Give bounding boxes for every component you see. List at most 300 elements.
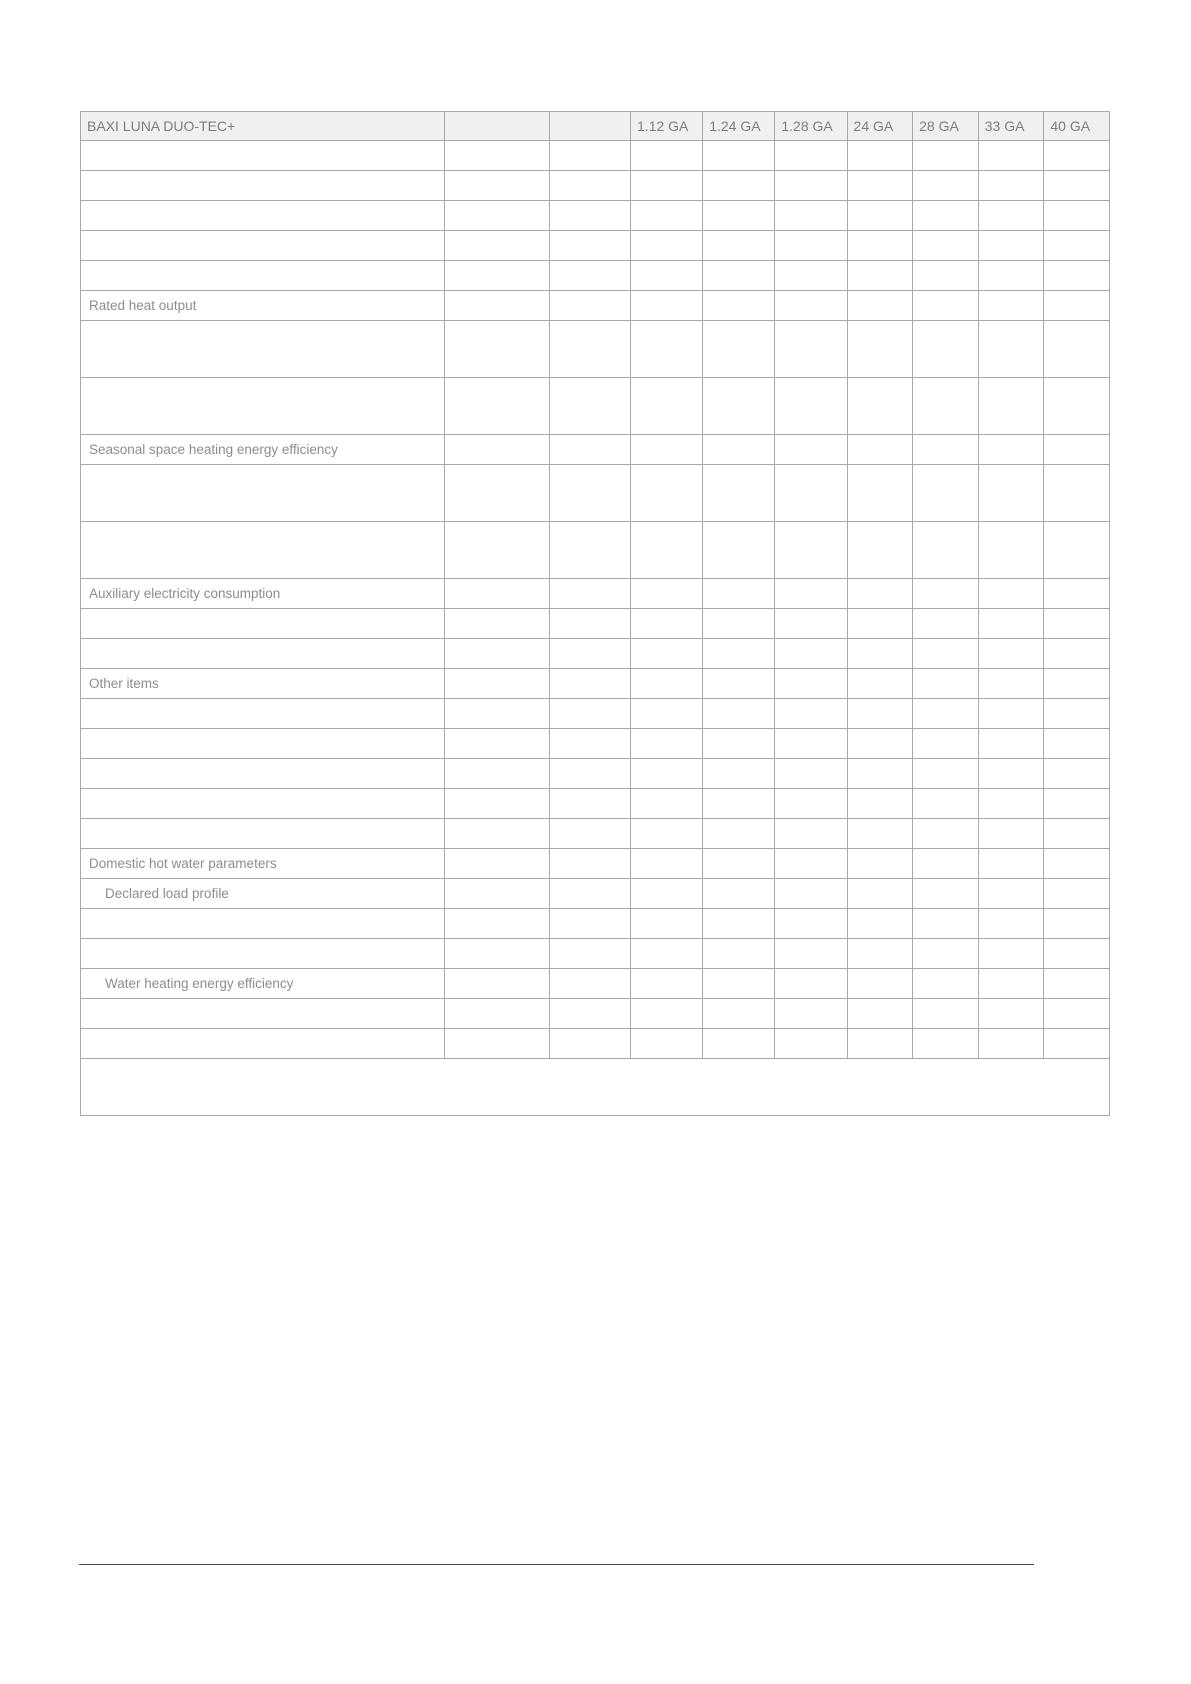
row-value-3: [775, 999, 847, 1029]
row-label: [81, 261, 445, 291]
row-value-4: [847, 759, 913, 789]
row-value-7: [1044, 435, 1110, 465]
row-value-1: [631, 879, 703, 909]
row-label: [81, 1029, 445, 1059]
row-value-6: [978, 261, 1044, 291]
row-label: [81, 522, 445, 579]
row-value-5: [913, 321, 979, 378]
row-value-3: [775, 789, 847, 819]
row-value-4: [847, 261, 913, 291]
table-title-cell: BAXI LUNA DUO-TEC+: [81, 112, 445, 141]
row-unit: [550, 759, 631, 789]
row-value-4: [847, 699, 913, 729]
row-value-5: [913, 201, 979, 231]
row-value-7: [1044, 879, 1110, 909]
row-value-1: [631, 729, 703, 759]
row-value-4: [847, 999, 913, 1029]
row-value-6: [978, 849, 1044, 879]
row-value-4: [847, 669, 913, 699]
row-value-3: [775, 141, 847, 171]
row-value-7: [1044, 909, 1110, 939]
row-label: Other items: [81, 669, 445, 699]
row-value-1: [631, 699, 703, 729]
row-symbol: [445, 231, 550, 261]
row-symbol: [445, 999, 550, 1029]
row-value-1: [631, 321, 703, 378]
row-value-7: [1044, 639, 1110, 669]
row-value-1: [631, 522, 703, 579]
row-value-3: [775, 378, 847, 435]
row-value-2: [703, 639, 775, 669]
row-value-5: [913, 579, 979, 609]
table-row: [81, 909, 1110, 939]
row-value-7: [1044, 609, 1110, 639]
row-value-7: [1044, 201, 1110, 231]
row-unit: [550, 231, 631, 261]
row-value-6: [978, 435, 1044, 465]
model-header-1: 1.12 GA: [631, 112, 703, 141]
row-label: [81, 729, 445, 759]
row-value-7: [1044, 849, 1110, 879]
row-unit: [550, 819, 631, 849]
model-header-4: 24 GA: [847, 112, 913, 141]
row-unit: [550, 729, 631, 759]
row-symbol: [445, 729, 550, 759]
row-value-7: [1044, 789, 1110, 819]
row-value-2: [703, 819, 775, 849]
row-value-1: [631, 1029, 703, 1059]
row-value-3: [775, 522, 847, 579]
row-value-3: [775, 201, 847, 231]
row-value-1: [631, 999, 703, 1029]
row-symbol: [445, 669, 550, 699]
row-value-4: [847, 819, 913, 849]
row-value-2: [703, 729, 775, 759]
table-row: [81, 609, 1110, 639]
row-symbol: [445, 1029, 550, 1059]
row-label: [81, 789, 445, 819]
row-label: Domestic hot water parameters: [81, 849, 445, 879]
table-row: [81, 639, 1110, 669]
row-value-2: [703, 141, 775, 171]
row-value-6: [978, 819, 1044, 849]
table-row: [81, 201, 1110, 231]
table-row: [81, 999, 1110, 1029]
row-value-3: [775, 435, 847, 465]
row-value-6: [978, 609, 1044, 639]
row-symbol: [445, 609, 550, 639]
row-value-3: [775, 909, 847, 939]
row-value-6: [978, 759, 1044, 789]
table-row: [81, 435, 1110, 465]
model-header-2: 1.24 GA: [703, 112, 775, 141]
row-value-2: [703, 999, 775, 1029]
row-value-5: [913, 435, 979, 465]
row-value-7: [1044, 231, 1110, 261]
table-footer-note: [81, 1059, 1110, 1116]
row-value-5: [913, 291, 979, 321]
row-value-3: [775, 669, 847, 699]
row-label: Seasonal space heating energy efficiency: [81, 435, 445, 465]
row-unit: [550, 378, 631, 435]
row-value-7: [1044, 171, 1110, 201]
row-unit: [550, 939, 631, 969]
row-symbol: [445, 969, 550, 999]
row-value-7: [1044, 522, 1110, 579]
row-label: [81, 609, 445, 639]
row-value-4: [847, 522, 913, 579]
row-value-4: [847, 291, 913, 321]
row-value-2: [703, 261, 775, 291]
row-value-6: [978, 291, 1044, 321]
row-value-4: [847, 609, 913, 639]
row-value-1: [631, 435, 703, 465]
row-unit: [550, 639, 631, 669]
row-unit: [550, 291, 631, 321]
row-value-1: [631, 669, 703, 699]
row-value-1: [631, 639, 703, 669]
row-symbol: [445, 819, 550, 849]
row-value-2: [703, 201, 775, 231]
table-row: [81, 879, 1110, 909]
row-value-2: [703, 879, 775, 909]
row-unit: [550, 435, 631, 465]
row-value-2: [703, 291, 775, 321]
row-value-2: [703, 378, 775, 435]
row-unit: [550, 171, 631, 201]
row-value-3: [775, 321, 847, 378]
model-header-6: 33 GA: [978, 112, 1044, 141]
row-unit: [550, 609, 631, 639]
row-value-2: [703, 465, 775, 522]
row-value-2: [703, 969, 775, 999]
row-unit: [550, 201, 631, 231]
row-value-1: [631, 291, 703, 321]
row-value-1: [631, 171, 703, 201]
row-value-5: [913, 939, 979, 969]
row-value-5: [913, 789, 979, 819]
row-value-2: [703, 321, 775, 378]
row-unit: [550, 669, 631, 699]
row-value-6: [978, 141, 1044, 171]
row-value-2: [703, 171, 775, 201]
row-unit: [550, 321, 631, 378]
row-value-6: [978, 939, 1044, 969]
row-symbol: [445, 321, 550, 378]
row-value-2: [703, 759, 775, 789]
row-value-6: [978, 522, 1044, 579]
row-value-3: [775, 849, 847, 879]
row-value-5: [913, 669, 979, 699]
row-unit: [550, 141, 631, 171]
row-symbol: [445, 435, 550, 465]
row-label: Rated heat output: [81, 291, 445, 321]
row-value-3: [775, 171, 847, 201]
row-value-2: [703, 699, 775, 729]
table-row: [81, 849, 1110, 879]
row-value-7: [1044, 819, 1110, 849]
row-label: [81, 171, 445, 201]
row-value-7: [1044, 999, 1110, 1029]
row-value-5: [913, 729, 979, 759]
row-value-7: [1044, 465, 1110, 522]
row-value-4: [847, 435, 913, 465]
row-value-6: [978, 231, 1044, 261]
row-value-6: [978, 639, 1044, 669]
row-symbol: [445, 201, 550, 231]
row-value-4: [847, 378, 913, 435]
table-row: [81, 669, 1110, 699]
row-value-4: [847, 909, 913, 939]
row-unit: [550, 579, 631, 609]
table-row: [81, 759, 1110, 789]
row-unit: [550, 879, 631, 909]
product-specification-table: [80, 111, 1110, 1116]
row-value-4: [847, 321, 913, 378]
row-value-3: [775, 819, 847, 849]
row-value-5: [913, 465, 979, 522]
row-value-6: [978, 579, 1044, 609]
row-value-2: [703, 849, 775, 879]
row-value-4: [847, 939, 913, 969]
row-value-1: [631, 969, 703, 999]
row-value-6: [978, 909, 1044, 939]
row-value-3: [775, 639, 847, 669]
row-unit: [550, 999, 631, 1029]
row-value-4: [847, 879, 913, 909]
row-value-6: [978, 969, 1044, 999]
row-value-3: [775, 759, 847, 789]
row-value-3: [775, 579, 847, 609]
row-value-1: [631, 909, 703, 939]
row-value-4: [847, 465, 913, 522]
table-footer-note-row: [81, 1059, 1110, 1116]
row-label: Water heating energy efficiency: [81, 969, 445, 999]
table-row: [81, 699, 1110, 729]
row-value-2: [703, 939, 775, 969]
row-value-7: [1044, 699, 1110, 729]
model-header-7: 40 GA: [1044, 112, 1110, 141]
row-value-1: [631, 939, 703, 969]
row-symbol: [445, 699, 550, 729]
row-symbol: [445, 465, 550, 522]
row-value-5: [913, 609, 979, 639]
row-value-2: [703, 522, 775, 579]
table-row: [81, 969, 1110, 999]
row-label: [81, 141, 445, 171]
row-value-3: [775, 465, 847, 522]
row-value-5: [913, 759, 979, 789]
row-value-1: [631, 231, 703, 261]
row-value-6: [978, 201, 1044, 231]
table-row: [81, 579, 1110, 609]
row-value-6: [978, 465, 1044, 522]
row-symbol: [445, 171, 550, 201]
row-unit: [550, 522, 631, 579]
row-value-1: [631, 759, 703, 789]
footer-rule: [79, 1564, 1034, 1565]
row-value-4: [847, 171, 913, 201]
row-symbol: [445, 522, 550, 579]
row-value-1: [631, 465, 703, 522]
table-row: [81, 291, 1110, 321]
row-symbol: [445, 261, 550, 291]
row-value-2: [703, 579, 775, 609]
row-value-4: [847, 639, 913, 669]
row-symbol: [445, 141, 550, 171]
row-value-5: [913, 171, 979, 201]
row-value-3: [775, 1029, 847, 1059]
row-label: Declared load profile: [81, 879, 445, 909]
row-label: [81, 939, 445, 969]
row-unit: [550, 849, 631, 879]
row-value-7: [1044, 291, 1110, 321]
row-value-4: [847, 849, 913, 879]
row-symbol: [445, 879, 550, 909]
row-value-5: [913, 969, 979, 999]
row-value-7: [1044, 579, 1110, 609]
row-value-3: [775, 969, 847, 999]
row-value-5: [913, 849, 979, 879]
row-unit: [550, 909, 631, 939]
row-value-5: [913, 819, 979, 849]
row-value-4: [847, 729, 913, 759]
row-value-6: [978, 699, 1044, 729]
table-row: [81, 465, 1110, 522]
row-value-1: [631, 141, 703, 171]
row-label: [81, 378, 445, 435]
row-value-1: [631, 789, 703, 819]
table-row: [81, 378, 1110, 435]
table-row: [81, 729, 1110, 759]
row-symbol: [445, 849, 550, 879]
table-row: [81, 321, 1110, 378]
row-label: [81, 639, 445, 669]
row-label: Auxiliary electricity consumption: [81, 579, 445, 609]
row-value-7: [1044, 141, 1110, 171]
model-header-3: 1.28 GA: [775, 112, 847, 141]
row-value-2: [703, 669, 775, 699]
row-value-5: [913, 879, 979, 909]
row-value-7: [1044, 321, 1110, 378]
table-row: [81, 171, 1110, 201]
row-value-5: [913, 261, 979, 291]
row-symbol: [445, 378, 550, 435]
row-value-7: [1044, 759, 1110, 789]
row-value-6: [978, 789, 1044, 819]
model-header-5: 28 GA: [913, 112, 979, 141]
row-value-6: [978, 321, 1044, 378]
row-value-7: [1044, 729, 1110, 759]
row-unit: [550, 465, 631, 522]
row-value-5: [913, 639, 979, 669]
row-label: [81, 819, 445, 849]
row-symbol: [445, 939, 550, 969]
row-value-3: [775, 231, 847, 261]
row-label: [81, 759, 445, 789]
row-symbol: [445, 789, 550, 819]
row-value-3: [775, 261, 847, 291]
row-symbol: [445, 639, 550, 669]
row-value-4: [847, 201, 913, 231]
unit-header: [550, 112, 631, 141]
row-symbol: [445, 579, 550, 609]
table-body: [81, 141, 1110, 1116]
table-row: [81, 789, 1110, 819]
row-value-7: [1044, 969, 1110, 999]
row-value-3: [775, 291, 847, 321]
row-value-6: [978, 378, 1044, 435]
row-value-4: [847, 969, 913, 999]
table-header-row: [81, 112, 1110, 141]
row-unit: [550, 261, 631, 291]
row-value-7: [1044, 669, 1110, 699]
row-label: [81, 699, 445, 729]
row-value-4: [847, 789, 913, 819]
row-value-7: [1044, 939, 1110, 969]
row-label: [81, 909, 445, 939]
table-row: [81, 261, 1110, 291]
table-row: [81, 1029, 1110, 1059]
row-value-2: [703, 909, 775, 939]
row-value-2: [703, 789, 775, 819]
row-value-1: [631, 819, 703, 849]
row-value-5: [913, 699, 979, 729]
row-value-3: [775, 729, 847, 759]
row-unit: [550, 699, 631, 729]
row-label: [81, 465, 445, 522]
row-value-6: [978, 1029, 1044, 1059]
symbol-header: [445, 112, 550, 141]
row-value-1: [631, 378, 703, 435]
row-value-1: [631, 201, 703, 231]
row-unit: [550, 789, 631, 819]
row-value-5: [913, 231, 979, 261]
row-value-4: [847, 141, 913, 171]
row-value-3: [775, 699, 847, 729]
row-value-6: [978, 729, 1044, 759]
row-value-2: [703, 435, 775, 465]
table-row: [81, 231, 1110, 261]
row-value-1: [631, 261, 703, 291]
row-value-6: [978, 879, 1044, 909]
row-value-5: [913, 141, 979, 171]
row-label: [81, 321, 445, 378]
row-value-7: [1044, 261, 1110, 291]
row-value-5: [913, 522, 979, 579]
row-label: [81, 231, 445, 261]
row-symbol: [445, 759, 550, 789]
row-symbol: [445, 291, 550, 321]
table-row: [81, 939, 1110, 969]
row-value-7: [1044, 378, 1110, 435]
row-label: [81, 999, 445, 1029]
row-value-1: [631, 849, 703, 879]
row-value-4: [847, 231, 913, 261]
row-value-6: [978, 999, 1044, 1029]
row-value-3: [775, 609, 847, 639]
row-value-6: [978, 171, 1044, 201]
row-value-3: [775, 879, 847, 909]
row-value-5: [913, 378, 979, 435]
row-unit: [550, 1029, 631, 1059]
row-value-5: [913, 909, 979, 939]
row-value-2: [703, 609, 775, 639]
row-value-4: [847, 579, 913, 609]
row-value-5: [913, 999, 979, 1029]
row-symbol: [445, 909, 550, 939]
row-value-2: [703, 1029, 775, 1059]
